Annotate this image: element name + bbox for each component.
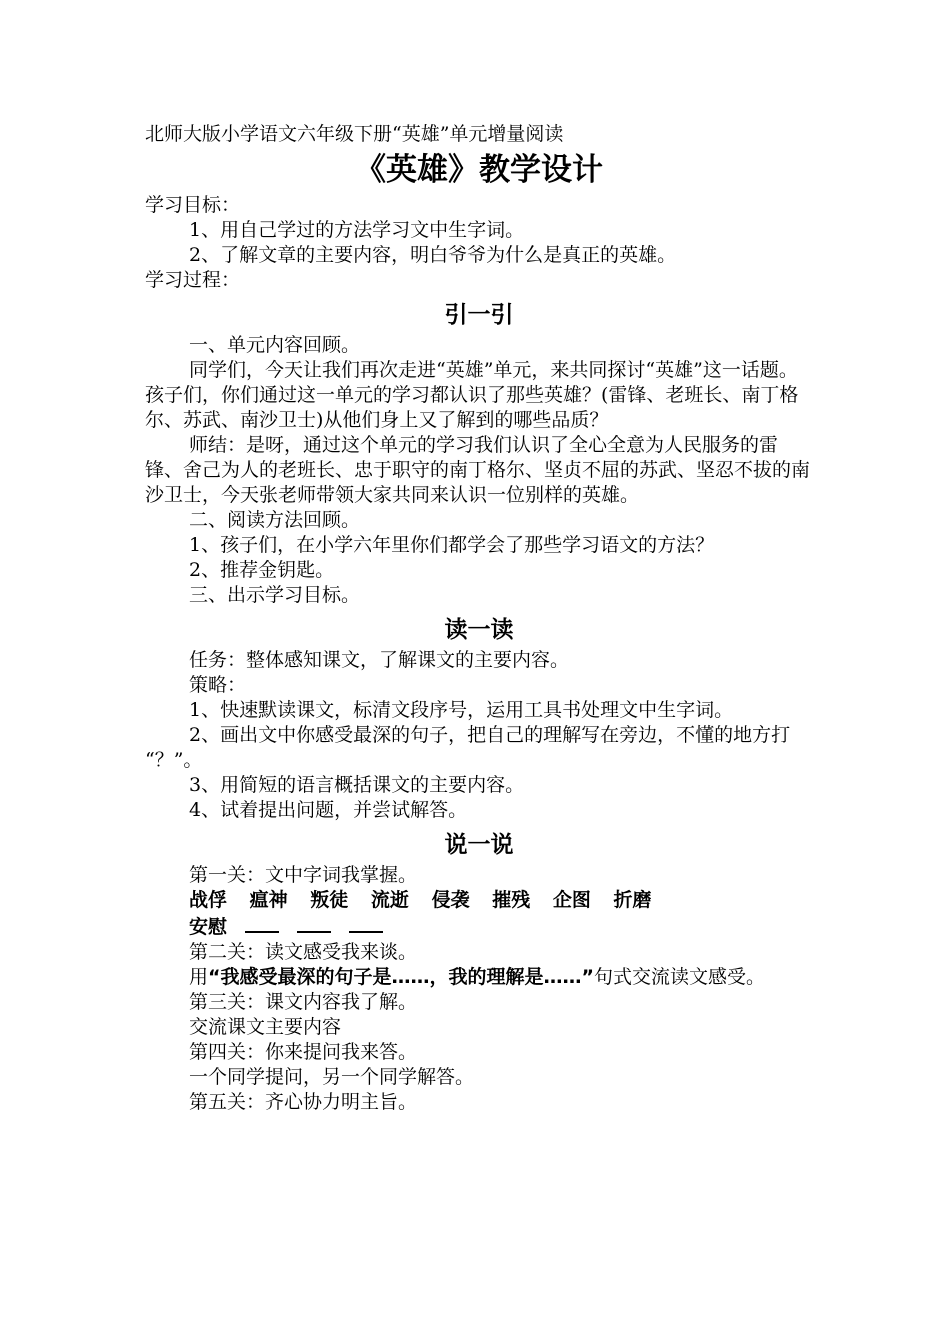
vocab-word-row bbox=[145, 888, 813, 913]
section1-para-2: 同学们，今天让我们再次走进“英雄”单元，来共同探讨“英雄”这一话题。孩子们，你们通过这一单元的学习都认识了那些英雄？(雷锋、老班长、南丁格尔、苏武、南沙卫士)从他们身上又了解到的哪些品质？ bbox=[145, 359, 799, 431]
section1-para-6: 2、推荐金钥匙。 bbox=[189, 559, 335, 581]
section1-para-4: 二、阅读方法回顾。 bbox=[189, 509, 361, 531]
section3-level-2: 第二关：读文感受我来谈。 bbox=[189, 941, 418, 963]
section3-level-3-text: 交流课文主要内容 bbox=[189, 1016, 342, 1038]
section2-task: 任务：整体感知课文，了解课文的主要内容。 bbox=[189, 649, 570, 671]
vocab-word: 摧残 bbox=[492, 889, 531, 911]
blank-line bbox=[297, 913, 331, 933]
section-title-yinyiyin: 引一引 bbox=[444, 302, 514, 328]
sentence-post: 句式交流读文感受。 bbox=[594, 966, 766, 988]
section1-para-5: 1、孩子们，在小学六年里你们都学会了那些学习语文的方法？ bbox=[189, 534, 715, 556]
document-title: 《英雄》教学设计 bbox=[355, 152, 603, 188]
sentence-pattern-bold: “我感受最深的句子是……，我的理解是……” bbox=[208, 966, 594, 988]
section2-strategy-label: 策略： bbox=[189, 674, 247, 696]
goals-label: 学习目标： bbox=[145, 194, 241, 216]
section-title-duyidu: 读一读 bbox=[444, 617, 514, 643]
document-subtitle: 北师大版小学语文六年级下册“英雄”单元增量阅读 bbox=[145, 123, 564, 145]
section3-level-4: 第四关：你来提问我来答。 bbox=[189, 1041, 418, 1063]
section3-level-5: 第五关：齐心协力明主旨。 bbox=[189, 1091, 418, 1113]
blank-line bbox=[245, 913, 279, 933]
goal-item-2: 2、了解文章的主要内容，明白爷爷为什么是真正的英雄。 bbox=[189, 244, 677, 266]
section-title-shuoyishuo: 说一说 bbox=[444, 832, 514, 858]
vocab-word: 叛徒 bbox=[310, 889, 349, 911]
vocab-word-row-2 bbox=[145, 913, 813, 940]
section2-strategy-1: 1、快速默读课文，标清文段序号，运用工具书处理文中生字词。 bbox=[189, 699, 734, 721]
vocab-word: 侵袭 bbox=[431, 889, 470, 911]
vocab-word: 流逝 bbox=[370, 889, 409, 911]
sentence-pre: 用 bbox=[189, 966, 209, 988]
section1-para-3: 师结：是呀，通过这个单元的学习我们认识了全心全意为人民服务的雷锋、舍己为人的老班长、忠于职守的南丁格尔、坚贞不屈的苏武、坚忍不拔的南沙卫士，今天张老师带领大家共同来认识一位别样的英雄。 bbox=[145, 434, 811, 506]
vocab-word: 折磨 bbox=[613, 889, 652, 911]
section3-level-4-text: 一个同学提问，另一个同学解答。 bbox=[189, 1066, 475, 1088]
section3-level-1: 第一关：文中字词我掌握。 bbox=[189, 864, 418, 886]
section2-strategy-4: 4、试着提出问题，并尝试解答。 bbox=[189, 799, 468, 821]
vocab-word: 安慰 bbox=[189, 916, 228, 938]
vocab-word: 企图 bbox=[552, 889, 591, 911]
section3-level-3: 第三关：课文内容我了解。 bbox=[189, 991, 418, 1013]
section1-para-7: 三、出示学习目标。 bbox=[189, 584, 361, 606]
goal-item-1: 1、用自己学过的方法学习文中生字词。 bbox=[189, 219, 525, 241]
document-content bbox=[145, 122, 813, 1115]
section2-strategy-3: 3、用简短的语言概括课文的主要内容。 bbox=[189, 774, 525, 796]
blank-line bbox=[349, 913, 383, 933]
section2-strategy-2: 2、画出文中你感受最深的句子，把自己的理解写在旁边，不懂的地方打 “？”。 bbox=[145, 724, 791, 771]
process-label: 学习过程： bbox=[145, 269, 241, 291]
vocab-word: 战俘 bbox=[189, 889, 228, 911]
vocab-word: 瘟神 bbox=[249, 889, 288, 911]
section1-para-1: 一、单元内容回顾。 bbox=[189, 334, 361, 356]
section3-sentence-pattern bbox=[145, 965, 813, 990]
